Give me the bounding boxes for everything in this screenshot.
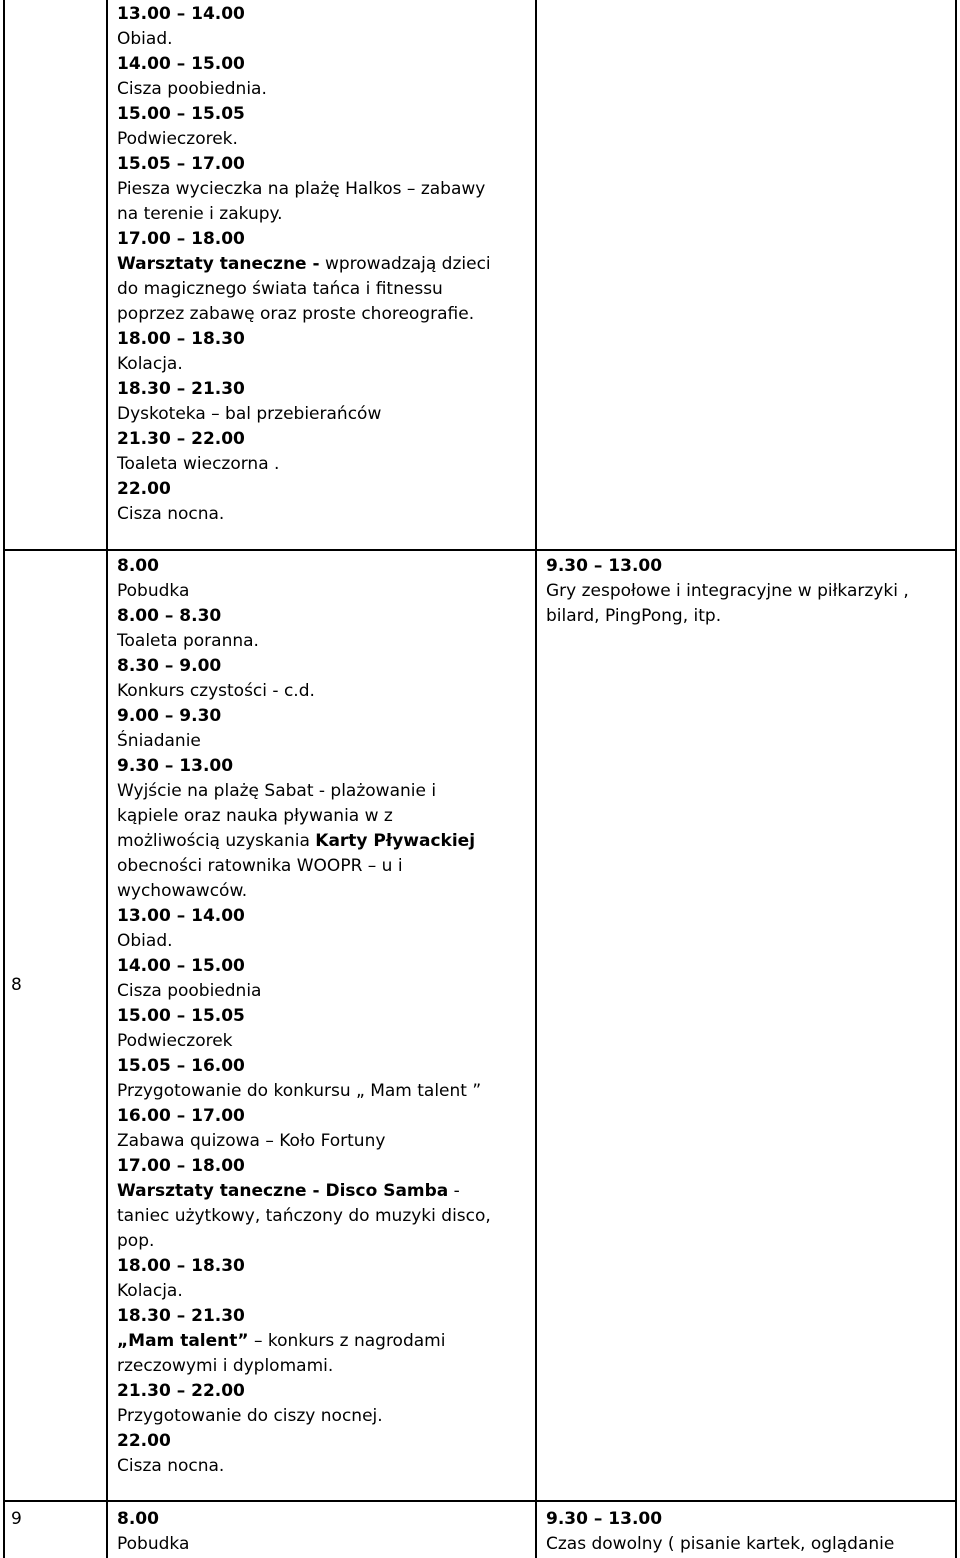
schedule-cell xyxy=(117,554,491,1479)
time-range: 8.30 – 9.00 xyxy=(117,656,222,676)
other-activities-cell xyxy=(546,1507,894,1557)
activity-line xyxy=(117,127,491,152)
activity-text: Warsztaty taneczne - xyxy=(117,254,320,274)
activity-text: obecności ratownika WOOPR – u i xyxy=(117,856,403,876)
activity-text: wychowawców. xyxy=(117,881,248,901)
activity-line xyxy=(546,1532,894,1557)
activity-line xyxy=(546,579,909,604)
time-range: 21.30 – 22.00 xyxy=(117,1381,245,1401)
activity-line xyxy=(117,929,491,954)
time-range: 15.00 – 15.05 xyxy=(117,1006,245,1026)
time-range: 8.00 xyxy=(117,556,159,576)
activity-text: Cisza poobiednia. xyxy=(117,79,267,99)
activity-text: na terenie i zakupy. xyxy=(117,204,283,224)
activity-line xyxy=(117,352,491,377)
activity-line xyxy=(117,1532,189,1557)
time-range: 17.00 – 18.00 xyxy=(117,1156,245,1176)
time-range: 18.00 – 18.30 xyxy=(117,329,245,349)
activity-line xyxy=(117,277,491,302)
activity-line xyxy=(117,302,491,327)
activity-text: taniec użytkowy, tańczony do muzyki disco, xyxy=(117,1206,491,1226)
activity-text: Piesza wycieczka na plażę Halkos – zabawy xyxy=(117,179,486,199)
activity-text: Cisza nocna. xyxy=(117,504,225,524)
time-range: 15.00 – 15.05 xyxy=(117,104,245,124)
activity-line xyxy=(117,579,491,604)
time-range: 13.00 – 14.00 xyxy=(117,4,245,24)
table-border-col1 xyxy=(106,0,108,1558)
table-border-col2 xyxy=(535,0,537,1558)
time-range: 22.00 xyxy=(117,479,171,499)
activity-line xyxy=(117,1029,491,1054)
day-number: 9 xyxy=(11,1509,22,1529)
activity-text: Zabawa quizowa – Koło Fortuny xyxy=(117,1131,386,1151)
activity-text: „Mam talent” xyxy=(117,1331,249,1351)
activity-text: Cisza poobiednia xyxy=(117,981,262,1001)
activity-text: – konkurs z nagrodami xyxy=(248,1331,446,1351)
day-number-cell xyxy=(11,1507,22,1532)
activity-text: Dyskoteka – bal przebierańców xyxy=(117,404,382,424)
activity-line xyxy=(117,1354,491,1379)
activity-line xyxy=(117,879,491,904)
row-separator-1 xyxy=(3,549,957,551)
activity-line xyxy=(117,679,491,704)
time-range: 15.05 – 16.00 xyxy=(117,1056,245,1076)
time-range: 9.00 – 9.30 xyxy=(117,706,222,726)
activity-line xyxy=(117,202,491,227)
activity-text: Obiad. xyxy=(117,29,173,49)
activity-text: Kolacja. xyxy=(117,1281,183,1301)
time-range: 16.00 – 17.00 xyxy=(117,1106,245,1126)
activity-text: Gry zespołowe i integracyjne w piłkarzyki , xyxy=(546,581,909,601)
activity-line xyxy=(117,177,491,202)
activity-line xyxy=(117,829,491,854)
time-range: 13.00 – 14.00 xyxy=(117,906,245,926)
activity-line xyxy=(117,1404,491,1429)
time-range: 15.05 – 17.00 xyxy=(117,154,245,174)
table-border-left xyxy=(3,0,5,1558)
activity-text: Kolacja. xyxy=(117,354,183,374)
activity-text: bilard, PingPong, itp. xyxy=(546,606,722,626)
time-range: 21.30 – 22.00 xyxy=(117,429,245,449)
other-activities-cell xyxy=(546,554,909,629)
time-range: 14.00 – 15.00 xyxy=(117,956,245,976)
time-range: 18.30 – 21.30 xyxy=(117,1306,245,1326)
time-range: 17.00 – 18.00 xyxy=(117,229,245,249)
activity-text: wprowadzają dzieci xyxy=(319,254,491,274)
activity-text: do magicznego świata tańca i fitnessu xyxy=(117,279,443,299)
activity-line xyxy=(117,979,491,1004)
activity-text: Obiad. xyxy=(117,931,173,951)
activity-text: Czas dowolny ( pisanie kartek, oglądanie xyxy=(546,1534,895,1554)
activity-line xyxy=(117,1204,491,1229)
activity-text: Toaleta wieczorna . xyxy=(117,454,280,474)
time-range: 8.00 – 8.30 xyxy=(117,606,222,626)
activity-line xyxy=(117,1279,491,1304)
activity-line xyxy=(117,402,491,427)
activity-line xyxy=(117,27,491,52)
activity-line xyxy=(117,1229,491,1254)
activity-text: Wyjście na plażę Sabat - plażowanie i xyxy=(117,781,437,801)
activity-text: Śniadanie xyxy=(117,731,201,751)
activity-line xyxy=(117,1179,491,1204)
time-range: 9.30 – 13.00 xyxy=(546,1509,663,1529)
activity-line xyxy=(117,502,491,527)
activity-text: kąpiele oraz nauka pływania w z xyxy=(117,806,393,826)
activity-text: rzeczowymi i dyplomami. xyxy=(117,1356,334,1376)
activity-line xyxy=(117,1129,491,1154)
activity-line xyxy=(117,729,491,754)
activity-text: - xyxy=(448,1181,460,1201)
activity-text: Warsztaty taneczne - Disco Samba xyxy=(117,1181,449,1201)
activity-line xyxy=(117,1079,491,1104)
activity-text: poprzez zabawę oraz proste choreografie. xyxy=(117,304,475,324)
activity-line xyxy=(546,604,909,629)
activity-text: Cisza nocna. xyxy=(117,1456,225,1476)
time-range: 18.30 – 21.30 xyxy=(117,379,245,399)
day-number-cell xyxy=(11,973,22,998)
schedule-cell xyxy=(117,1507,189,1557)
activity-text: Przygotowanie do konkursu „ Mam talent ” xyxy=(117,1081,482,1101)
schedule-cell xyxy=(117,2,491,527)
activity-line xyxy=(117,779,491,804)
activity-line xyxy=(117,804,491,829)
day-number: 8 xyxy=(11,975,22,995)
activity-text: Pobudka xyxy=(117,581,190,601)
activity-text: Toaleta poranna. xyxy=(117,631,259,651)
table-border-right xyxy=(955,0,957,1558)
activity-text: Przygotowanie do ciszy nocnej. xyxy=(117,1406,383,1426)
activity-text: Podwieczorek. xyxy=(117,129,238,149)
row-separator-2 xyxy=(3,1500,957,1502)
activity-line xyxy=(117,1329,491,1354)
activity-line xyxy=(117,452,491,477)
activity-line xyxy=(117,629,491,654)
time-range: 9.30 – 13.00 xyxy=(546,556,663,576)
activity-line xyxy=(117,1454,491,1479)
activity-text: możliwością uzyskania xyxy=(117,831,316,851)
activity-line xyxy=(117,854,491,879)
activity-text: Pobudka xyxy=(117,1534,190,1554)
activity-text: Podwieczorek xyxy=(117,1031,233,1051)
time-range: 8.00 xyxy=(117,1509,159,1529)
activity-text: Karty Pływackiej xyxy=(315,831,476,851)
activity-line xyxy=(117,77,491,102)
activity-line xyxy=(117,252,491,277)
time-range: 9.30 – 13.00 xyxy=(117,756,234,776)
time-range: 22.00 xyxy=(117,1431,171,1451)
time-range: 18.00 – 18.30 xyxy=(117,1256,245,1276)
activity-text: Konkurs czystości - c.d. xyxy=(117,681,315,701)
activity-text: pop. xyxy=(117,1231,155,1251)
time-range: 14.00 – 15.00 xyxy=(117,54,245,74)
